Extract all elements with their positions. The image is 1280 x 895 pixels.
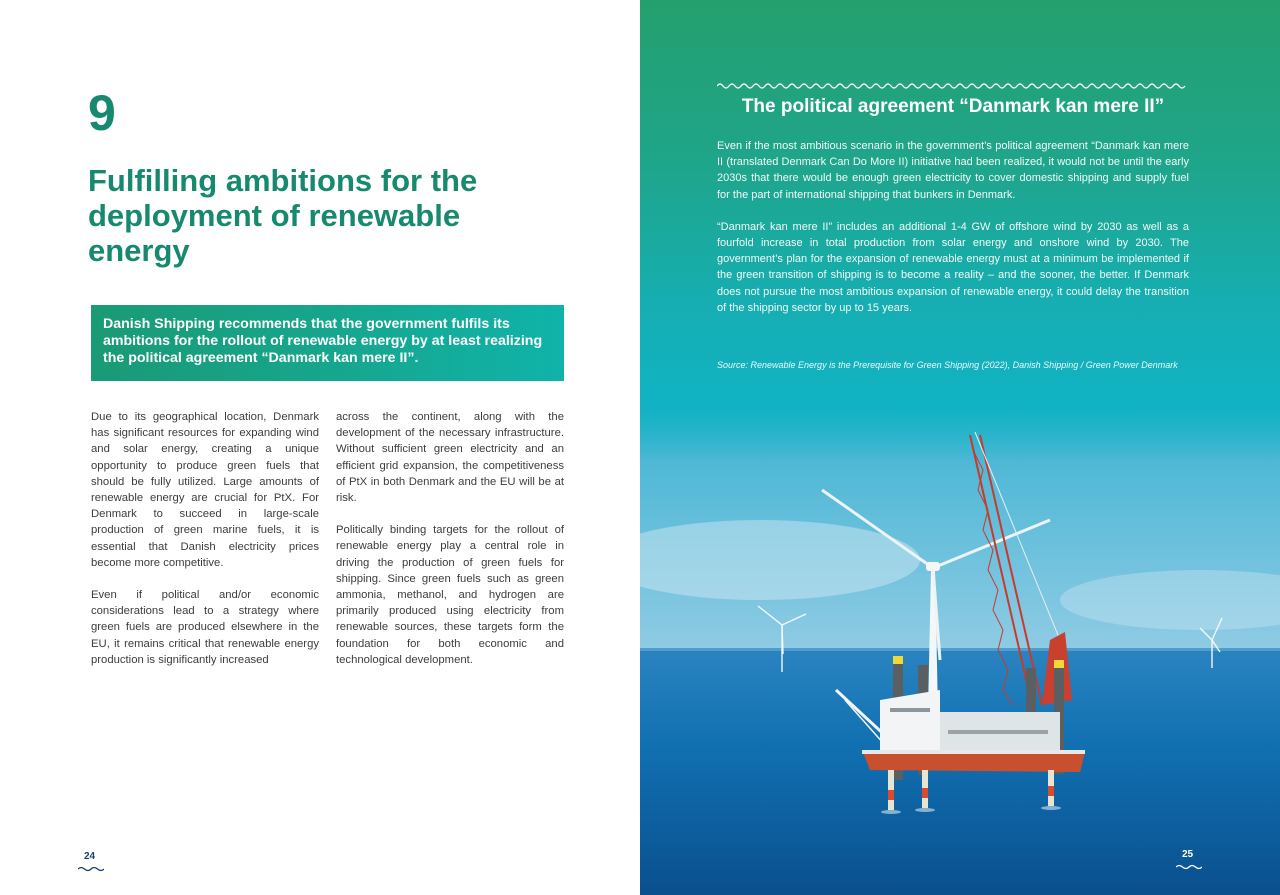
paragraph: Due to its geographical location, Denmark has significant resources for expanding wind and solar energy, creating a unique opportunity to produce green fuels that should be fully utilized. Large amounts of renewable energy are crucial for PtX. For Denmark to succeed in large-scale production of green marine fuels, it is essential that Danish electricity prices become more competitive.: [91, 411, 319, 569]
paragraph: across the continent, along with the development of the necessary infrastructure. Without sufficient green electricity and an efficient grid expansion, the competitiveness of PtX in both Denmark and the EU will be at risk.: [336, 411, 564, 505]
chapter-number: 9: [88, 85, 115, 141]
right-page: [640, 0, 1280, 895]
wave-icon: [1176, 864, 1202, 870]
title-line-2: deployment of renewable: [88, 198, 461, 233]
body-column-2: [336, 409, 564, 684]
info-box-title: The political agreement “Danmark kan mere II”: [741, 96, 1165, 117]
wave-icon: [78, 866, 104, 872]
paragraph: Even if the most ambitious scenario in the government’s political agreement “Danmark kan mere II (translated Denmark Can Do More II) initiative had been realized, it would not be until the early 2030s that there would be enough green electricity to cover domestic shipping and supply fuel for the part of international shipping that bunkers in Denmark.: [717, 140, 1189, 201]
paragraph: Politically binding targets for the rollout of renewable energy play a central role in driving the production of green fuels for shipping. Since green fuels such as green ammonia, methanol, and hydrogen are primarily produced using electricity from renewable sources, these targets form the foundation for both economic and technological development.: [336, 524, 564, 666]
title-line-3: energy: [88, 233, 190, 268]
page-number-left: 24: [84, 851, 96, 862]
info-box-body: [717, 138, 1189, 332]
title-line-1: Fulfilling ambitions for the: [88, 163, 478, 198]
wave-divider-icon: [717, 82, 1189, 90]
paragraph: Even if political and/or economic considerations lead to a strategy where green fuels are produced elsewhere in the EU, it remains critical that renewable energy production is significantly increased: [91, 589, 319, 666]
chapter-title: [88, 163, 548, 268]
paragraph: “Danmark kan mere II” includes an additional 1-4 GW of offshore wind by 2030 as well as a fourfold increase in total production from solar energy and onshore wind by 2030. The government’s plan for the expansion of renewable energy must at a minimum be implemented if the green transition of shipping is to become a reality – and the sooner, the better. If Denmark does not pursue the most ambitious expansion of renewable energy, it could delay the transition of the shipping sector by up to 15 years.: [717, 220, 1189, 314]
recommendation-callout: [91, 305, 564, 381]
page-number-right: 25: [1182, 849, 1194, 860]
body-column-1: [91, 409, 319, 684]
offshore-wind-photo: [640, 0, 1280, 895]
callout-text: Danish Shipping recommends that the government fulfils its ambitions for the rollout of renewable energy by at least realizing the political agreement “Danmark kan mere II”.: [103, 316, 543, 366]
source-note: Source: Renewable Energy is the Prerequisite for Green Shipping (2022), Danish Shipping / Green Power Denmark: [717, 360, 1178, 370]
